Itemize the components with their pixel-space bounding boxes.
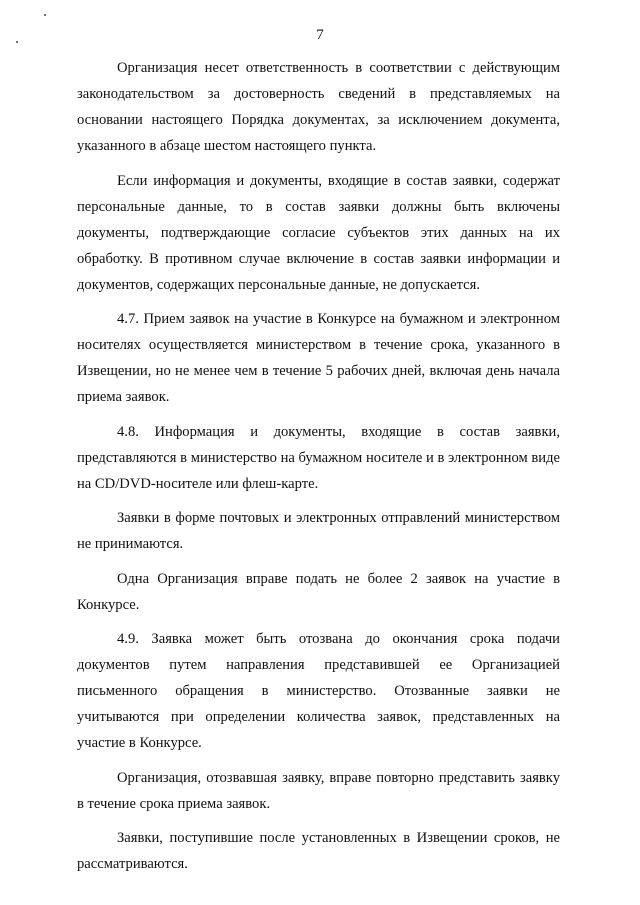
scan-speck bbox=[44, 14, 46, 16]
paragraph: 4.9. Заявка может быть отозвана до окончания срока подачи документов путем направления представившей ее Организацией письменного обращения в министерство. Отозванные заявки не учитываются при определении количества заявок, представленных на участие в Конкурсе. bbox=[77, 631, 560, 751]
paragraph: Организация несет ответственность в соответствии с действующим законодательством за достоверность сведений в представляемых на основании настоящего Порядка документах, за исключением документа, указанного в абзаце шестом настоящего пункта. bbox=[77, 60, 560, 154]
paragraph: 4.7. Прием заявок на участие в Конкурсе на бумажном и электронном носителях осуществляется министерством в течение срока, указанного в Извещении, но не менее чем в течение 5 рабочих дней, включая день начала приема заявок. bbox=[77, 311, 560, 405]
paragraph: 4.8. Информация и документы, входящие в состав заявки, представляются в министерство на бумажном носителе и в электронном виде на CD/DVD-носителе или флеш-карте. bbox=[77, 423, 560, 492]
paragraph: Организация, отозвавшая заявку, вправе повторно представить заявку в течение срока приема заявок. bbox=[77, 769, 560, 812]
paragraph: Заявки, поступившие после установленных в Извещении сроков, не рассматриваются. bbox=[77, 830, 560, 872]
document-body bbox=[77, 55, 560, 886]
page-number: 7 bbox=[316, 27, 324, 43]
paragraph: Одна Организация вправе подать не более 2 заявок на участие в Конкурсе. bbox=[77, 570, 560, 613]
paragraph: Если информация и документы, входящие в состав заявки, содержат персональные данные, то в состав заявки должны быть включены документы, подтверждающие согласие субъектов этих данных на их обработку. В противном случае включение в состав заявки информации и документов, содержащих персональные данные, не допускается. bbox=[77, 172, 560, 293]
paragraph: Заявки в форме почтовых и электронных отправлений министерством не принимаются. bbox=[77, 510, 560, 552]
